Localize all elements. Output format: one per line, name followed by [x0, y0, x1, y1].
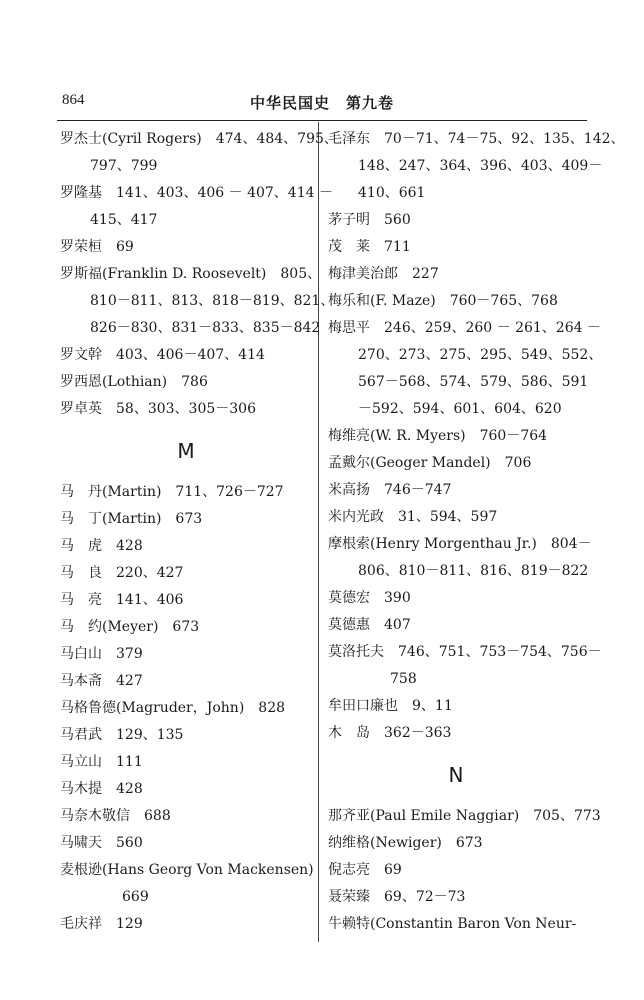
entry-line: 摩根索(Henry Morgenthau Jr.) 804－ — [328, 536, 592, 552]
header-rule — [57, 120, 587, 121]
index-entry — [60, 641, 312, 668]
entry-continuation: 415、417 — [90, 212, 158, 228]
entry-line: 牟田口廉也 9、11 — [328, 698, 453, 714]
entry-line: 罗荣桓 69 — [60, 239, 134, 255]
index-entry — [60, 668, 312, 695]
entry-line: 马 良 220、427 — [60, 565, 184, 581]
left-column — [60, 126, 338, 938]
index-entry — [60, 506, 312, 533]
entry-line: 马格鲁德(Magruder，John) 828 — [60, 700, 286, 716]
index-entry — [328, 450, 584, 477]
entry-line: 马啸天 560 — [60, 835, 143, 851]
index-entry — [60, 261, 335, 342]
index-entry — [328, 830, 584, 857]
index-entry — [60, 342, 312, 369]
entry-line: 米高扬 746－747 — [328, 482, 452, 498]
entry-line: 聂荣臻 69、72－73 — [328, 889, 466, 905]
entry-line: 罗卓英 58、303、305－306 — [60, 401, 256, 417]
index-entry — [60, 396, 312, 423]
entry-line: 牛赖特(Constantin Baron Von Neur- — [328, 916, 577, 932]
column-divider — [318, 122, 319, 942]
entry-line: 马奈木敬信 688 — [60, 808, 171, 824]
index-entry — [60, 614, 312, 641]
entry-line: 罗斯福(Franklin D. Roosevelt) 805、 — [60, 266, 322, 282]
entry-continuation: 806、810－811、816、819－822 — [358, 563, 589, 579]
index-block — [60, 126, 338, 423]
entry-line: 马立山 111 — [60, 754, 143, 770]
index-block — [60, 479, 312, 938]
index-entry — [60, 830, 312, 857]
entry-line: 麦根逊(Hans Georg Von Mackensen) — [60, 862, 314, 878]
index-entry — [60, 803, 312, 830]
entry-line: 罗文幹 403、406－407、414 — [60, 347, 265, 363]
entry-line: 马 亮 141、406 — [60, 592, 184, 608]
entry-line: 马君武 129、135 — [60, 727, 184, 743]
index-entry — [60, 180, 333, 234]
index-entry — [60, 722, 312, 749]
index-entry — [328, 803, 601, 830]
index-entry — [60, 776, 312, 803]
entry-line: 莫德惠 407 — [328, 617, 411, 633]
index-entry — [60, 560, 312, 587]
entry-line: 茅子明 560 — [328, 212, 411, 228]
index-block — [328, 126, 625, 747]
entry-line: 马 丁(Martin) 673 — [60, 511, 203, 527]
running-title: 中华民国史 第九卷 — [249, 94, 394, 112]
entry-line: 纳维格(Newiger) 673 — [328, 835, 483, 851]
entry-continuation: 810－811、813、818－819、821、 — [90, 293, 335, 309]
index-entry — [60, 234, 312, 261]
index-entry — [328, 423, 584, 450]
entry-line: 马白山 379 — [60, 646, 143, 662]
entry-line: 倪志亮 69 — [328, 862, 402, 878]
index-entry — [328, 261, 584, 288]
index-entry — [60, 126, 338, 180]
index-entry — [328, 911, 584, 938]
index-block — [328, 803, 601, 938]
index-entry — [60, 479, 312, 506]
index-entry — [60, 533, 312, 560]
page-header — [62, 92, 582, 114]
entry-continuation: 270、273、275、295、549、552、 — [358, 347, 603, 363]
index-entry — [328, 585, 584, 612]
index-entry — [328, 207, 584, 234]
index-entry — [328, 720, 584, 747]
entry-line: 茂 莱 711 — [328, 239, 411, 255]
section-letter-m: M — [177, 439, 195, 463]
index-entry — [328, 234, 584, 261]
entry-line: 马本斋 427 — [60, 673, 143, 689]
entry-continuation: 148、247、364、396、403、409－ — [358, 158, 603, 174]
index-entry — [60, 911, 312, 938]
entry-continuation: 410、661 — [358, 185, 426, 201]
entry-line: 罗杰士(Cyril Rogers) 474、484、795、 — [60, 131, 338, 147]
index-entry — [328, 477, 584, 504]
index-entry — [328, 504, 584, 531]
entry-line: 梅思平 246、259、260 － 261、264 － — [328, 320, 601, 336]
index-entry — [328, 315, 603, 423]
entry-line: 罗西恩(Lothian) 786 — [60, 374, 208, 390]
index-entry — [328, 126, 625, 207]
entry-line: 毛庆祥 129 — [60, 916, 143, 932]
index-entry — [60, 695, 312, 722]
page-number: 864 — [62, 92, 85, 108]
entry-line: 那齐亚(Paul Emile Naggiar) 705、773 — [328, 808, 601, 824]
entry-continuation: 567－568、574、579、586、591 — [358, 374, 589, 390]
entry-line: 马 虎 428 — [60, 538, 143, 554]
index-entry — [60, 369, 312, 396]
entry-line: 木 岛 362－363 — [328, 725, 452, 741]
entry-line: 莫洛托夫 746、751、753－754、756－ — [328, 644, 602, 660]
index-entry — [328, 288, 584, 315]
right-column — [328, 126, 625, 938]
entry-line: 马 丹(Martin) 711、726－727 — [60, 484, 284, 500]
entry-line: 米内光政 31、594、597 — [328, 509, 498, 525]
entry-continuation: 797、799 — [90, 158, 158, 174]
entry-line: 马木提 428 — [60, 781, 143, 797]
index-entry — [328, 639, 602, 693]
entry-continuation: －592、594、601、604、620 — [358, 401, 562, 417]
index-entry — [328, 693, 584, 720]
entry-line: 梅维亮(W. R. Myers) 760－764 — [328, 428, 548, 444]
entry-line: 莫德宏 390 — [328, 590, 411, 606]
index-entry — [328, 531, 592, 585]
index-entry — [60, 749, 312, 776]
entry-continuation: 758 — [390, 671, 417, 687]
entry-continuation: 669 — [122, 889, 149, 905]
entry-line: 马 约(Meyer) 673 — [60, 619, 200, 635]
entry-continuation: 826－830、831－833、835－842 — [90, 320, 321, 336]
index-entry — [328, 884, 584, 911]
entry-line: 梅津美治郎 227 — [328, 266, 439, 282]
index-entry — [328, 612, 584, 639]
entry-line: 罗隆基 141、403、406 － 407、414 － — [60, 185, 333, 201]
index-entry — [328, 857, 584, 884]
entry-line: 孟戴尔(Geoger Mandel) 706 — [328, 455, 532, 471]
index-entry — [60, 587, 312, 614]
index-entry — [60, 857, 312, 911]
entry-line: 毛泽东 70－71、74－75、92、135、142、 — [328, 131, 625, 147]
section-letter-n: N — [448, 763, 464, 787]
entry-line: 梅乐和(F. Maze) 760－765、768 — [328, 293, 558, 309]
